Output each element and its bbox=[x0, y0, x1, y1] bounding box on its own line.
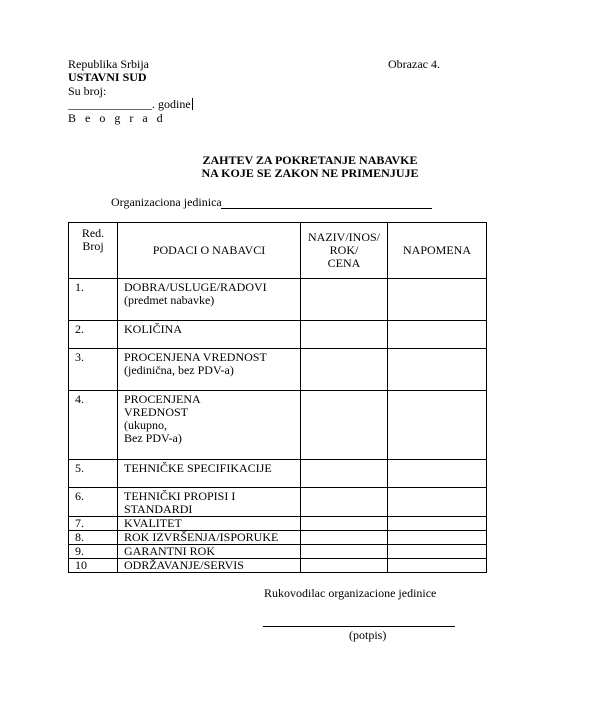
table-row bbox=[69, 559, 487, 573]
table-row bbox=[69, 391, 487, 460]
procurement-table bbox=[68, 222, 487, 573]
row-number: 2. bbox=[69, 321, 118, 349]
row-description: KOLIČINA bbox=[118, 321, 301, 349]
row-description: DOBRA/USLUGE/RADOVI (predmet nabavke) bbox=[118, 279, 301, 321]
row-name-cell[interactable] bbox=[301, 488, 388, 517]
row-description: GARANTNI ROK bbox=[118, 545, 301, 559]
row-note-cell[interactable] bbox=[388, 517, 487, 531]
text-cursor bbox=[192, 98, 193, 110]
col-header-data: PODACI O NABAVCI bbox=[118, 223, 301, 279]
row-number: 6. bbox=[69, 488, 118, 517]
row-description: PROCENJENA VREDNOST (ukupno, Bez PDV-a) bbox=[118, 391, 301, 460]
row-number: 5. bbox=[69, 460, 118, 488]
row-description: KVALITET bbox=[118, 517, 301, 531]
table-row bbox=[69, 488, 487, 517]
row-note-cell[interactable] bbox=[388, 349, 487, 391]
row-name-cell[interactable] bbox=[301, 559, 388, 573]
table-row bbox=[69, 545, 487, 559]
row-name-cell[interactable] bbox=[301, 349, 388, 391]
table-row bbox=[69, 517, 487, 531]
row-note-cell[interactable] bbox=[388, 391, 487, 460]
date-line[interactable] bbox=[68, 98, 193, 111]
title-line-1: ZAHTEV ZA POKRETANJE NABAVKE bbox=[202, 153, 418, 167]
case-number-label: Su broj: bbox=[68, 84, 107, 98]
row-description: ODRŽAVANJE/SERVIS bbox=[118, 559, 301, 573]
col-header-name: NAZIV/INOS/ ROK/ CENA bbox=[301, 223, 388, 279]
institution-name: USTAVNI SUD bbox=[68, 70, 147, 84]
col-header-no: Red. Broj bbox=[69, 223, 118, 279]
row-note-cell[interactable] bbox=[388, 460, 487, 488]
table-row bbox=[69, 321, 487, 349]
row-name-cell[interactable] bbox=[301, 321, 388, 349]
row-number: 1. bbox=[69, 279, 118, 321]
city-name: B e o g r a d bbox=[68, 111, 166, 125]
row-name-cell[interactable] bbox=[301, 517, 388, 531]
row-description: PROCENJENA VREDNOST (jedinična, bez PDV-a) bbox=[118, 349, 301, 391]
org-unit-label: Organizaciona jedinica bbox=[111, 195, 222, 209]
row-name-cell[interactable] bbox=[301, 279, 388, 321]
signatory-label: Rukovodilac organizacione jedinice bbox=[264, 586, 437, 600]
col-header-note: NAPOMENA bbox=[388, 223, 487, 279]
date-line-text: ______________. godine bbox=[68, 97, 191, 111]
row-description: ROK IZVRŠENJA/ISPORUKE bbox=[118, 531, 301, 545]
row-number: 7. bbox=[69, 517, 118, 531]
table-row bbox=[69, 531, 487, 545]
table-row bbox=[69, 349, 487, 391]
row-note-cell[interactable] bbox=[388, 545, 487, 559]
row-name-cell[interactable] bbox=[301, 460, 388, 488]
country-name: Republika Srbija bbox=[68, 57, 149, 71]
row-number: 10 bbox=[69, 559, 118, 573]
row-note-cell[interactable] bbox=[388, 488, 487, 517]
row-description: TEHNIČKI PROPISI I STANDARDI bbox=[118, 488, 301, 517]
row-description: TEHNIČKE SPECIFIKACIJE bbox=[118, 460, 301, 488]
row-note-cell[interactable] bbox=[388, 559, 487, 573]
row-number: 3. bbox=[69, 349, 118, 391]
row-note-cell[interactable] bbox=[388, 321, 487, 349]
table-header-row bbox=[69, 223, 487, 279]
table-row bbox=[69, 279, 487, 321]
signature-line[interactable] bbox=[263, 626, 455, 627]
form-number: Obrazac 4. bbox=[388, 57, 440, 71]
row-note-cell[interactable] bbox=[388, 279, 487, 321]
row-number: 8. bbox=[69, 531, 118, 545]
row-name-cell[interactable] bbox=[301, 531, 388, 545]
row-name-cell[interactable] bbox=[301, 391, 388, 460]
signature-label: (potpis) bbox=[349, 628, 387, 642]
row-name-cell[interactable] bbox=[301, 545, 388, 559]
row-number: 4. bbox=[69, 391, 118, 460]
row-note-cell[interactable] bbox=[388, 531, 487, 545]
title-line-2: NA KOJE SE ZAKON NE PRIMENJUJE bbox=[201, 166, 419, 180]
table-row bbox=[69, 460, 487, 488]
row-number: 9. bbox=[69, 545, 118, 559]
org-unit-field[interactable] bbox=[221, 208, 432, 209]
